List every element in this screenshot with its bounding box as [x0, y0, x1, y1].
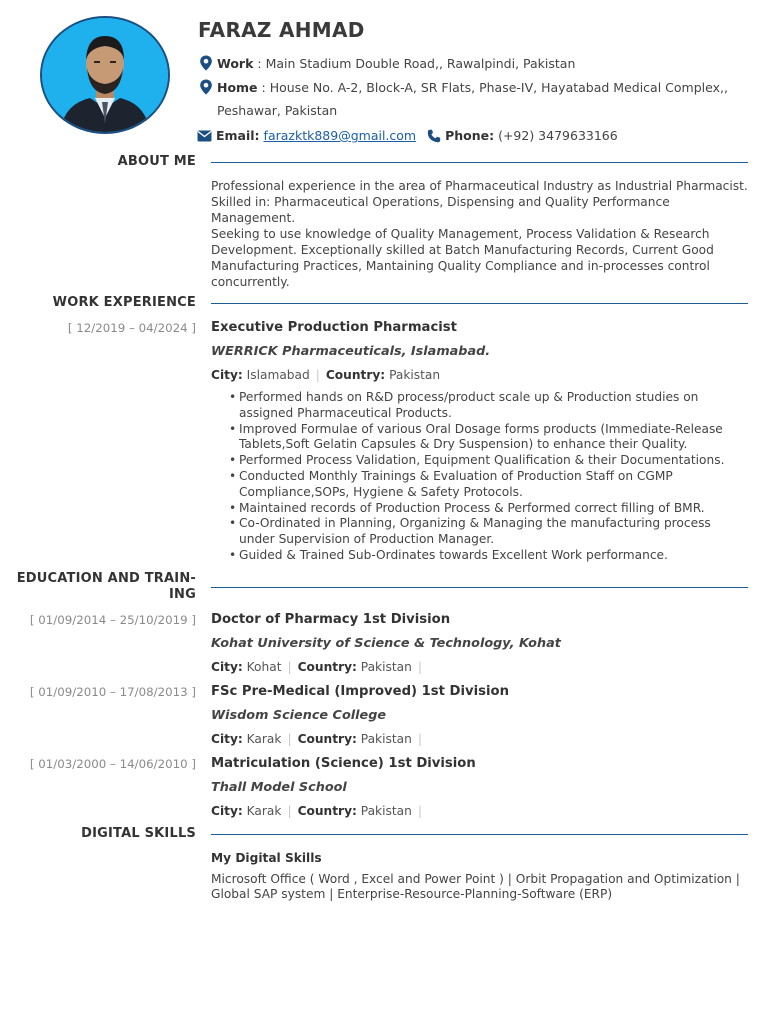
degree: Doctor of Pharmacy 1st Division	[211, 612, 451, 627]
home-address-line2: Peshawar, Pakistan	[217, 103, 338, 118]
bullet-item: • Performed Process Validation, Equipment Qualification & their Documentations.	[229, 453, 749, 469]
job-title: Executive Production Pharmacist	[211, 320, 457, 335]
city-value: Kohat	[246, 660, 282, 674]
country-value: Pakistan	[360, 660, 412, 674]
about-line: Manufacturing Practices, Mantaining Quality Compliance and in-processes control	[211, 259, 710, 273]
work-bullets	[229, 390, 749, 564]
separator: |	[287, 660, 292, 674]
about-line: concurrently.	[211, 275, 290, 289]
work-section-title: WORK EXPERIENCE	[52, 295, 196, 310]
section-divider	[211, 162, 748, 163]
skills-subtitle: My Digital Skills	[211, 851, 322, 865]
country-label: Country:	[297, 804, 357, 818]
section-divider	[211, 303, 748, 304]
email-label: Email:	[215, 128, 260, 143]
about-line: Development. Exceptionally skilled at Batch Manufacturing Records, Current Good	[211, 243, 714, 257]
city-value: Karak	[246, 732, 282, 746]
home-value: : House No. A-2, Block-A, SR Flats, Phase-IV, Hayatabad Medical Complex,,	[261, 80, 728, 95]
education-dates: [ 01/03/2000 – 14/06/2010 ]	[29, 757, 196, 771]
email-phone-row	[197, 128, 618, 143]
country-label: Country:	[297, 660, 357, 674]
education-location	[211, 660, 428, 674]
about-section-title: ABOUT ME	[117, 154, 196, 169]
work-dates: [ 12/2019 – 04/2024 ]	[67, 321, 196, 335]
bullet-item: • Conducted Monthly Trainings & Evaluation of Production Staff on CGMP Compliance,SOPs, Hygiene & Safety Protocols.	[229, 469, 749, 501]
phone-icon	[427, 129, 441, 143]
education-location	[211, 732, 428, 746]
separator: |	[287, 804, 292, 818]
work-address	[199, 55, 575, 71]
skills-line: Global SAP system | Enterprise-Resource-Planning-Software (ERP)	[211, 887, 613, 901]
phone-label: Phone:	[445, 128, 495, 143]
education-section-title	[17, 571, 196, 603]
phone-value: (+92) 3479633166	[498, 128, 618, 143]
education-dates: [ 01/09/2014 – 25/10/2019 ]	[29, 613, 196, 627]
school: Kohat University of Science & Technology, Kohat	[211, 636, 561, 651]
about-line: Seeking to use knowledge of Quality Management, Process Validation & Research	[211, 227, 710, 241]
bullet-item: • Co-Ordinated in Planning, Organizing & Managing the manufacturing process under Supervision of Production Manager.	[229, 516, 749, 548]
about-line: Skilled in: Pharmaceutical Operations, Dispensing and Quality Performance Management.	[211, 195, 670, 225]
education-title-line2: ING	[169, 587, 196, 602]
skills-text	[211, 872, 748, 902]
city-label: City:	[211, 660, 243, 674]
bullet-item: • Maintained records of Production Process & Performed correct filling of BMR.	[229, 501, 749, 517]
school: Thall Model School	[211, 780, 347, 795]
separator: |	[417, 732, 422, 746]
about-text	[211, 178, 748, 290]
separator: |	[315, 368, 320, 382]
envelope-icon	[197, 130, 212, 142]
candidate-name: FARAZ AHMAD	[198, 18, 365, 42]
separator: |	[417, 660, 422, 674]
location-pin-icon	[199, 55, 213, 71]
school: Wisdom Science College	[211, 708, 387, 723]
city-label: City:	[211, 368, 243, 382]
education-dates: [ 01/09/2010 – 17/08/2013 ]	[29, 685, 196, 699]
country-label: Country:	[297, 732, 357, 746]
bullet-item: • Performed hands on R&D process/product scale up & Production studies on assigned Pharmaceutical Products.	[229, 390, 749, 422]
employer: WERRICK Pharmaceuticals, Islamabad.	[211, 344, 491, 359]
work-location	[211, 368, 440, 382]
city-value: Islamabad	[246, 368, 310, 382]
city-value: Karak	[246, 804, 282, 818]
degree: FSc Pre-Medical (Improved) 1st Division	[211, 684, 509, 699]
email-link[interactable]: farazktk889@gmail.com	[263, 128, 417, 143]
separator: |	[287, 732, 292, 746]
work-value: : Main Stadium Double Road,, Rawalpindi, Pakistan	[257, 56, 576, 71]
home-address	[199, 79, 728, 95]
education-title-line1: EDUCATION AND TRAIN-	[16, 571, 196, 586]
city-label: City:	[211, 732, 243, 746]
section-divider	[211, 587, 748, 588]
profile-photo	[40, 16, 170, 134]
about-line: Professional experience in the area of Pharmaceutical Industry as Industrial Pharmacist.	[211, 179, 748, 193]
work-label: Work	[216, 56, 254, 71]
location-pin-icon	[199, 79, 213, 95]
country-value: Pakistan	[360, 804, 412, 818]
degree: Matriculation (Science) 1st Division	[211, 756, 476, 771]
separator: |	[417, 804, 422, 818]
bullet-item: • Guided & Trained Sub-Ordinates towards Excellent Work performance.	[229, 548, 749, 564]
bullet-item: • Improved Formulae of various Oral Dosage forms products (Immediate-Release Tablets,Soft Gelatin Capsules & Dry Suspension) to enhance their Quality.	[229, 422, 749, 454]
skills-section-title: DIGITAL SKILLS	[81, 826, 196, 841]
education-location	[211, 804, 428, 818]
country-value: Pakistan	[360, 732, 412, 746]
country-label: Country:	[325, 368, 386, 382]
home-label: Home	[216, 80, 258, 95]
city-label: City:	[211, 804, 243, 818]
section-divider	[211, 834, 748, 835]
country-value: Pakistan	[389, 368, 441, 382]
skills-line: Microsoft Office ( Word , Excel and Power Point ) | Orbit Propagation and Optimization |	[211, 872, 740, 886]
